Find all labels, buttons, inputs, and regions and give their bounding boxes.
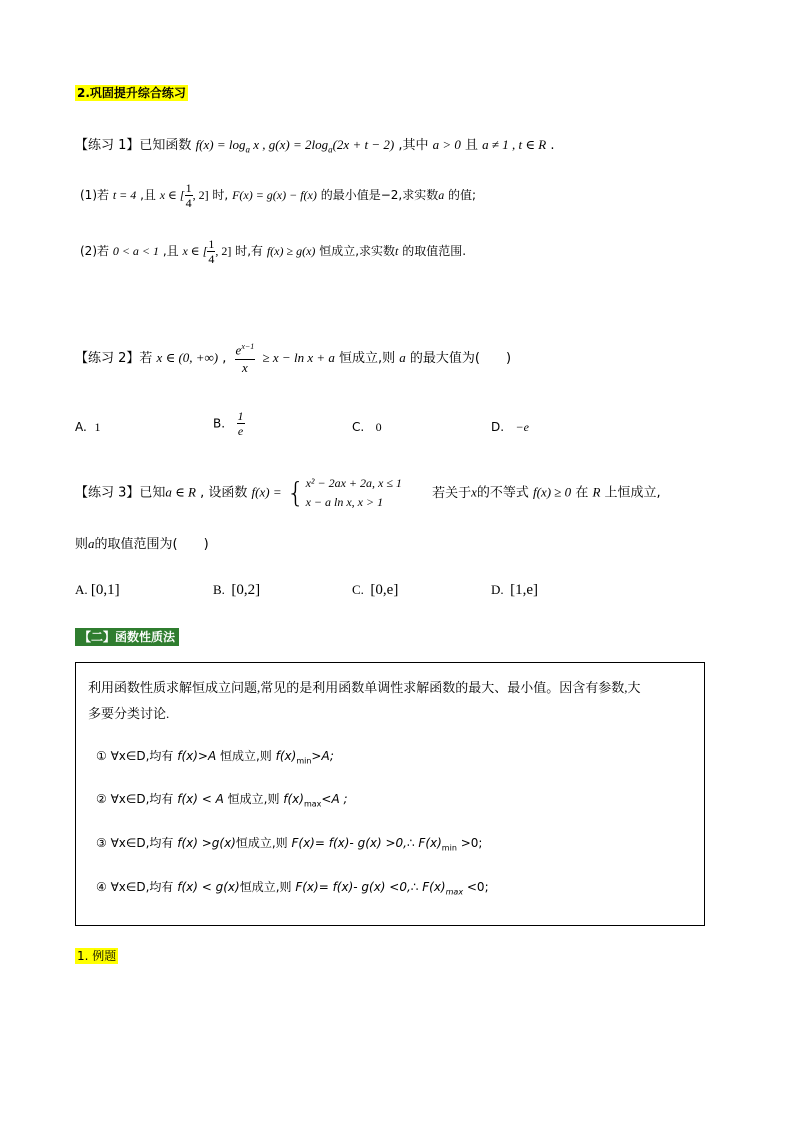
exercise-3-option-b[interactable]: B. [0,2] xyxy=(213,582,261,598)
exercise-3-option-d[interactable]: D. [1,e] xyxy=(491,582,539,598)
example-heading: 1. 例题 xyxy=(77,949,117,963)
method-intro-line-2: 多要分类讨论. xyxy=(88,706,170,721)
piecewise-brace: { xyxy=(286,476,305,509)
piecewise-cases: x² − 2ax + 2a, x ≤ 1 x − a ln x, x > 1 xyxy=(305,476,402,509)
rule-4: ④ ∀x∈D,均有 f(x) < g(x)恒成立,则 F(x)= f(x)- g(x) <0,∴ $F(x)_{max} <0$; xyxy=(96,880,489,897)
rule-3: ③ ∀x∈D,均有 f(x) >g(x)恒成立,则 F(x)= f(x)- g(x) >0,∴ $F(x)_{min} >0$; xyxy=(96,836,483,853)
exercise-3-option-a[interactable]: A. [0,1] xyxy=(75,582,120,598)
exercise-2-option-a[interactable]: A. 1 xyxy=(75,420,101,434)
exercise-1-part-1: (1)若 t = 4 ,且 x ∈ [ $\frac{1}{4}$ , 2] 时, F(x) = g(x) − f(x) 的最小值是−2,求实数a 的值; xyxy=(80,181,477,210)
method-intro-line-1: 利用函数性质求解恒成立问题,常见的是利用函数单调性求解函数的最大、最小值。因含有参数,大 xyxy=(88,680,641,695)
exercise-1-tag: 【练习 1】 xyxy=(75,138,140,153)
section-heading-function-properties: 【二】函数性质法 xyxy=(75,628,179,645)
exercise-3-tag: 【练习 3】 xyxy=(75,485,140,501)
exercise-3-question: 则a的取值范围为( ) xyxy=(75,536,209,552)
rule-1: ① ∀x∈D,均有 f(x)>A 恒成立,则 $f(x)_{min}>A$; xyxy=(96,749,334,766)
function-f-def: $f(x) = \log_a x$ , xyxy=(195,137,269,155)
function-g-def: $g(x) = 2\log_a(2x + t - 2)$ xyxy=(268,137,395,155)
fraction-one-quarter: $\frac{1}{4}$ xyxy=(185,181,192,210)
exercise-1-part-2: (2)若 0 < a < 1 ,且 x ∈ [ $\frac{1}{4}$ , 2] 时,有 f(x) ≥ g(x) 恒成立,求实数t 的取值范围. xyxy=(80,237,467,266)
exercise-3-stem: 【练习 3】已知a ∈ R , 设函数 f(x) = { x² − 2ax + 2a, x ≤ 1 x − a ln x, x > 1 若关于x的不等式 f(x) ≥ 0 在 R 上恒成立, xyxy=(75,474,661,512)
exercise-2-tag: 【练习 2】 xyxy=(75,351,140,367)
exercise-2-stem: 【练习 2】若 x ∈ (0, +∞) , $\frac{e^{x-1}}{x}$ ≥ x − ln x + a 恒成立,则 a 的最大值为( ) xyxy=(75,342,512,376)
exercise-2-option-d[interactable]: D. −e xyxy=(491,420,529,434)
fraction-e-pow-over-x: $\frac{e^{x-1}}{x}$ xyxy=(235,342,255,376)
fraction-one-quarter-2: $\frac{1}{4}$ xyxy=(208,237,215,266)
exercise-2-option-b[interactable]: B. $\frac{1}{e}$ xyxy=(213,409,244,438)
fraction-one-over-e: $\frac{1}{e}$ xyxy=(237,409,244,438)
method-box xyxy=(75,662,705,926)
section-heading-consolidation xyxy=(75,84,188,101)
exercise-1-stem: 【练习 1】已知函数 $f(x) = \log_a x$ , $g(x) = 2\log_a(2x + t - 2)$ ,其中 a > 0 且 a ≠ 1 , t ∈ R . xyxy=(75,137,555,155)
rule-2: ② ∀x∈D,均有 f(x) < A 恒成立,则 $f(x)_{max}<A$ ; xyxy=(96,792,348,809)
section-heading-text: 2.巩固提升综合练习 xyxy=(77,86,186,100)
exercise-3-option-c[interactable]: C. [0,e] xyxy=(352,582,399,598)
exercise-2-option-c[interactable]: C. 0 xyxy=(352,420,382,434)
